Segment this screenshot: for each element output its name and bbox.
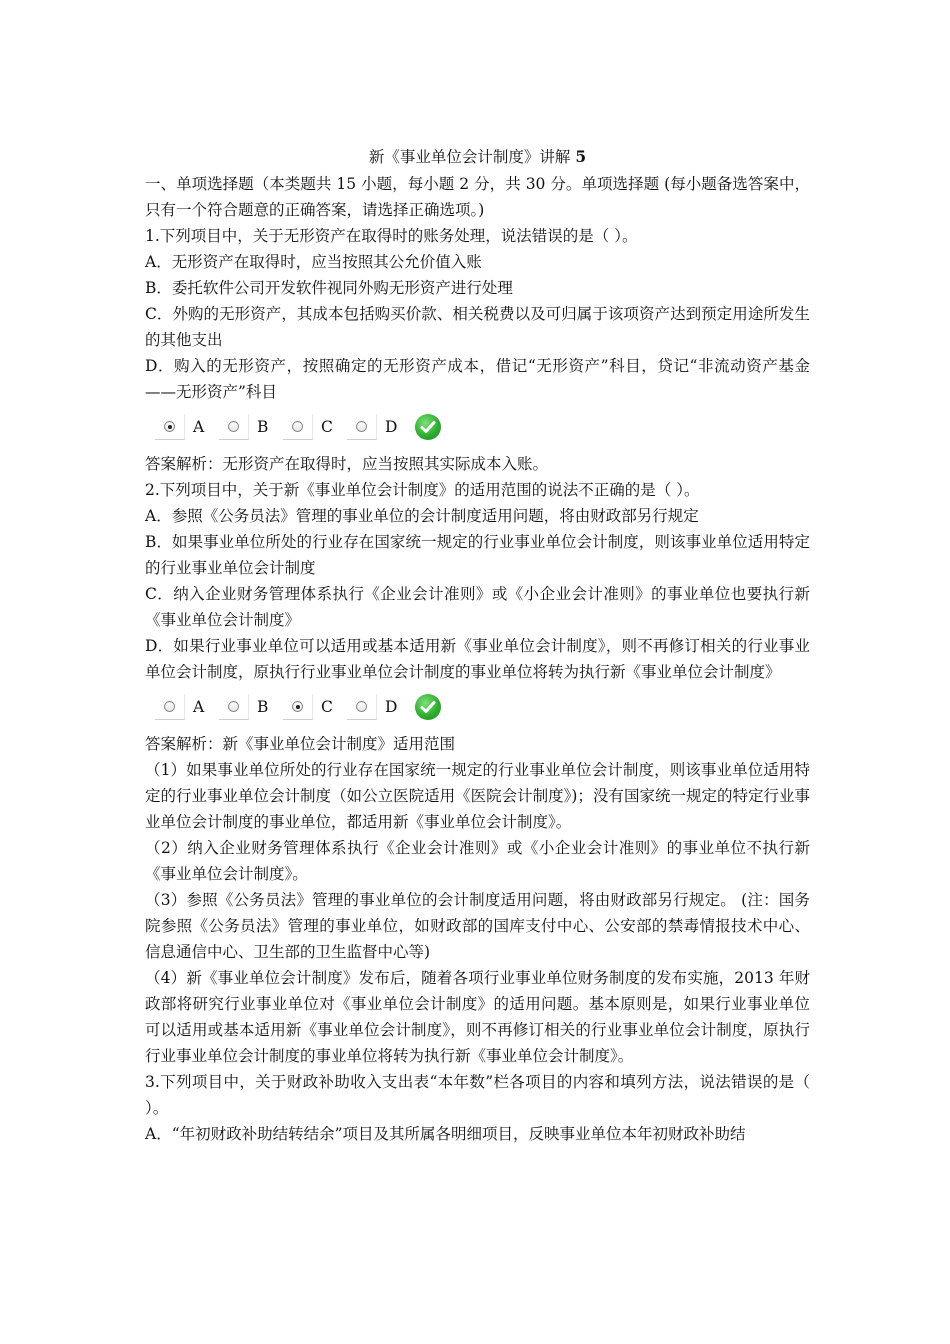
answer-label: C [321, 418, 333, 436]
answer-label: B [257, 698, 269, 716]
q2-answer-b[interactable] [219, 694, 279, 720]
question-1-option-a: A．无形资产在取得时，应当按照其公允价值入账 [145, 253, 482, 271]
question-2-analysis-item-2: （2）纳入企业财务管理体系执行《企业会计准则》或《小企业会计准则》的事业单位不执行新《事业单位会计制度》。 [145, 839, 810, 883]
section-heading: 一、单项选择题（本类题共 15 小题，每小题 2 分，共 30 分。单项选择题 (每小题备选答案中，只有一个符合题意的正确答案，请选择正确选项。) [145, 175, 810, 219]
title-number: 5 [575, 147, 587, 166]
question-1-option-d: D．购入的无形资产，按照确定的无形资产成本，借记“无形资产”科目，贷记“非流动资产基金——无形资产”科目 [145, 357, 810, 401]
question-2-analysis-item-3: （3）参照《公务员法》管理的事业单位的会计制度适用问题，将由财政部另行规定。 (注：国务院参照《公务员法》管理的事业单位，如财政部的国库支付中心、公安部的禁毒情报技术中心、信息通信中心、卫生部的卫生监督中心等) [145, 891, 810, 961]
document-page [145, 143, 810, 1147]
radio-button-selected[interactable] [164, 421, 175, 432]
answer-label: A [193, 418, 205, 436]
q2-answer-c[interactable] [283, 694, 343, 720]
radio-button[interactable] [228, 701, 239, 712]
question-2-option-d: D．如果行业事业单位可以适用或基本适用新《事业单位会计制度》，则不再修订相关的行业事业单位会计制度，原执行行业事业单位会计制度的事业单位将转为执行新《事业单位会计制度》 [145, 637, 810, 681]
q1-answer-b[interactable] [219, 414, 279, 440]
question-2-answer-row [145, 689, 810, 725]
question-1-analysis: 答案解析：无形资产在取得时，应当按照其实际成本入账。 [145, 455, 549, 473]
q1-answer-a[interactable] [155, 414, 215, 440]
radio-button[interactable] [356, 701, 367, 712]
question-1-option-b: B．委托软件公司开发软件视同外购无形资产进行处理 [145, 279, 513, 297]
correct-check-icon [415, 694, 441, 720]
page-title [145, 143, 810, 171]
q1-answer-d[interactable] [347, 414, 407, 440]
q1-answer-c[interactable] [283, 414, 343, 440]
correct-check-icon [415, 414, 441, 440]
question-2-analysis-item-4: （4）新《事业单位会计制度》发布后，随着各项行业事业单位财务制度的发布实施，2013 年财政部将研究行业事业单位对《事业单位会计制度》的适用问题。基本原则是，如果行业事业单位可以适用或基本适用新《事业单位会计制度》，则不再修订相关的行业事业单位会计制度，原执行行业事业单位会计制度的事业单位将转为执行新《事业单位会计制度》。 [145, 969, 810, 1065]
answer-label: A [193, 698, 205, 716]
question-2-option-b: B．如果事业单位所处的行业存在国家统一规定的行业事业单位会计制度，则该事业单位适用特定的行业事业单位会计制度 [145, 533, 810, 577]
question-2-option-a: A．参照《公务员法》管理的事业单位的会计制度适用问题，将由财政部另行规定 [145, 507, 699, 525]
radio-button[interactable] [356, 421, 367, 432]
question-2-option-c: C．纳入企业财务管理体系执行《企业会计准则》或《小企业会计准则》的事业单位也要执行新《事业单位会计制度》 [145, 585, 810, 629]
q2-answer-d[interactable] [347, 694, 407, 720]
title-text: 新《事业单位会计制度》讲解 [368, 148, 571, 166]
radio-button-selected[interactable] [292, 701, 303, 712]
question-2-analysis-title: 答案解析：新《事业单位会计制度》适用范围 [145, 735, 456, 753]
answer-label: C [321, 698, 333, 716]
radio-button[interactable] [164, 701, 175, 712]
q2-answer-a[interactable] [155, 694, 215, 720]
question-1-stem: 1.下列项目中，关于无形资产在取得时的账务处理，说法错误的是（ ）。 [145, 227, 638, 245]
question-3-stem: 3.下列项目中，关于财政补助收入支出表“本年数”栏各项目的内容和填列方法，说法错误的是（ ）。 [145, 1073, 810, 1117]
answer-label: D [385, 418, 398, 436]
radio-button[interactable] [292, 421, 303, 432]
answer-label: D [385, 698, 398, 716]
question-1-option-c: C．外购的无形资产，其成本包括购买价款、相关税费以及可归属于该项资产达到预定用途所发生的其他支出 [145, 305, 810, 349]
answer-label: B [257, 418, 269, 436]
question-1-answer-row [145, 409, 810, 445]
question-2-stem: 2.下列项目中，关于新《事业单位会计制度》的适用范围的说法不正确的是（ ）。 [145, 481, 700, 499]
question-2-analysis-item-1: （1）如果事业单位所处的行业存在国家统一规定的行业事业单位会计制度，则该事业单位适用特定的行业事业单位会计制度（如公立医院适用《医院会计制度》)；没有国家统一规定的特定行业事业单位会计制度的事业单位，都适用新《事业单位会计制度》。 [145, 761, 810, 831]
question-3-option-a: A．“年初财政补助结转结余”项目及其所属各明细项目，反映事业单位本年初财政补助结 [145, 1125, 746, 1143]
radio-button[interactable] [228, 421, 239, 432]
